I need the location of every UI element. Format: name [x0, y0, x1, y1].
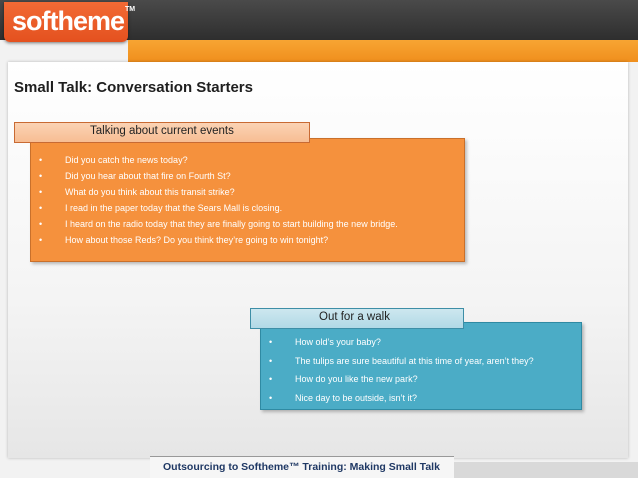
current-events-heading: Talking about current events: [90, 125, 234, 137]
list-item: [39, 216, 398, 232]
slide-title: Small Talk: Conversation Starters: [14, 79, 253, 96]
list-item-text: Did you catch the news today?: [65, 155, 188, 165]
bullet: •: [39, 187, 43, 197]
bullet: •: [39, 203, 43, 213]
footer-text: Outsourcing to Softheme™ Training: Making Small Talk: [163, 461, 440, 473]
list-item-text: How old’s your baby?: [295, 337, 381, 347]
bullet: •: [269, 337, 273, 347]
current-events-list: [39, 152, 398, 248]
bullet: •: [39, 171, 43, 181]
list-item: [39, 232, 398, 248]
bullet: •: [39, 219, 43, 229]
list-item: [39, 168, 398, 184]
list-item-text: Did you hear about that fire on Fourth St?: [65, 171, 231, 181]
list-item: [269, 352, 534, 371]
list-item-text: I read in the paper today that the Sears Mall is closing.: [65, 203, 283, 213]
out-for-walk-box: [260, 322, 582, 410]
current-events-box: [30, 138, 465, 262]
out-for-walk-list: [269, 333, 534, 407]
list-item: [39, 152, 398, 168]
out-for-walk-heading-tab: [250, 308, 464, 329]
bottom-accent-strip: [454, 462, 638, 478]
list-item: [39, 184, 398, 200]
header-accent-strip: [128, 40, 638, 62]
softheme-logo: [4, 2, 136, 42]
bullet: •: [269, 355, 273, 366]
current-events-heading-tab: [14, 122, 310, 143]
out-for-walk-heading: Out for a walk: [319, 311, 390, 323]
footer: [150, 457, 454, 478]
list-item-text: How do you like the new park?: [295, 374, 418, 384]
bullet: •: [269, 392, 273, 403]
logo-text: softheme: [12, 6, 125, 36]
bullet: •: [269, 374, 273, 384]
list-item: [39, 200, 398, 216]
list-item-text: Nice day to be outside, isn’t it?: [295, 392, 418, 403]
list-item-text: How about those Reds? Do you think they’re going to win tonight?: [65, 235, 329, 245]
bullet: •: [39, 235, 43, 245]
list-item-text: I heard on the radio today that they are finally going to start building the new bridge.: [65, 219, 398, 229]
list-item-text: What do you think about this transit strike?: [65, 187, 235, 197]
list-item: [269, 389, 534, 408]
bullet: •: [39, 155, 43, 165]
list-item: [269, 370, 534, 389]
list-item: [269, 333, 534, 352]
list-item-text: The tulips are sure beautiful at this time of year, aren’t they?: [295, 355, 534, 366]
logo-trademark: TM: [125, 6, 136, 13]
